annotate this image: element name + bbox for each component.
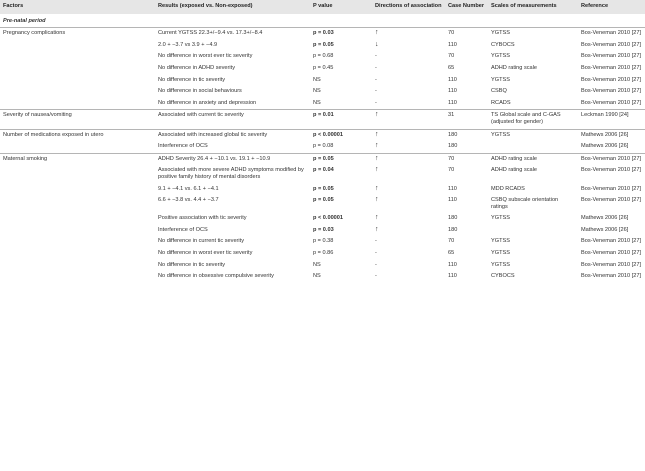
case-number-cell: 65 (448, 64, 455, 71)
scale-cell: YGTSS (488, 129, 578, 141)
direction-cell: ↑ (372, 110, 445, 129)
scale-cell (488, 225, 578, 237)
result-cell: Positive association with tic severity (158, 215, 247, 222)
reference-cell: Bos-Veneman 2010 [27] (581, 64, 642, 71)
table-row (0, 248, 645, 260)
p-value-cell: p = 0.04 (313, 167, 334, 174)
scale-cell: ADHD rating scale (491, 167, 538, 174)
scale-cell: ADHD rating scale (488, 153, 578, 165)
case-number-cell: 70 (448, 167, 455, 174)
result-cell: ADHD Severity 26.4 + −10.1 vs. 19.1 + −10.9 (155, 153, 310, 165)
p-value-cell: NS (313, 273, 321, 280)
table-row (0, 260, 645, 272)
reference-cell: Bos-Veneman 2010 [27] (581, 167, 642, 174)
factor-cell (0, 225, 155, 237)
factor-cell (0, 260, 155, 272)
result-cell: No difference in worst ever tic severity (158, 250, 253, 257)
scale-cell: ADHD rating scale (491, 64, 538, 71)
table-row (0, 110, 645, 129)
case-number-cell: 65 (448, 250, 455, 257)
p-value-cell: p < 0.00001 (313, 215, 344, 222)
p-value-cell: NS (313, 261, 321, 268)
p-value-cell: p = 0.05 (310, 153, 372, 165)
header-factors: Factors (0, 0, 155, 14)
factor-cell (0, 86, 155, 98)
result-cell: No difference in obsessive compulsive severity (158, 273, 274, 280)
reference-cell: Bos-Veneman 2010 [27] (581, 41, 642, 48)
result-cell: 9.1 + −4.1 vs. 6.1 + −4.1 (158, 185, 219, 192)
direction-cell: ↑ (375, 196, 379, 204)
reference-cell: Bos-Veneman 2010 [27] (581, 76, 642, 83)
factor-cell (0, 98, 155, 110)
reference-cell: Bos-Veneman 2010 [27] (581, 261, 642, 268)
case-number-cell: 110 (448, 185, 457, 192)
reference-cell: Bos-Veneman 2010 [27] (581, 197, 642, 204)
case-number-cell: 180 (448, 215, 458, 222)
direction-cell: - (375, 76, 377, 83)
factor-cell: Maternal smoking (0, 153, 155, 165)
p-value-cell: p = 0.86 (313, 250, 334, 257)
table-row (0, 28, 645, 40)
scale-cell: YGTSS (488, 28, 578, 40)
case-number-cell: 110 (448, 273, 457, 280)
direction-cell: ↑ (375, 166, 379, 174)
table-row (0, 225, 645, 237)
direction-cell: - (375, 238, 377, 245)
scale-cell: YGTSS (491, 261, 510, 268)
header-reference: Reference (578, 0, 645, 14)
table-row (0, 129, 645, 141)
table-row (0, 271, 645, 283)
scale-cell: CYBOCS (491, 41, 515, 48)
case-number-cell: 70 (448, 238, 455, 245)
result-cell: Associated with more severe ADHD symptoms modified by positive family history of mental disorders (158, 167, 304, 180)
direction-cell: ↑ (372, 28, 445, 40)
p-value-cell: p = 0.45 (313, 64, 334, 71)
reference-cell: Mathews 2006 [26] (581, 143, 629, 150)
reference-cell: Bos-Veneman 2010 [27] (581, 88, 642, 95)
factor-cell (0, 75, 155, 87)
reference-cell: Mathews 2006 [26] (581, 215, 629, 222)
case-number-cell: 110 (448, 41, 457, 48)
p-value-cell: p < 0.00001 (310, 129, 372, 141)
factor-cell (0, 51, 155, 63)
scale-cell: YGTSS (491, 53, 510, 60)
reference-cell: Bos-Veneman 2010 [27] (581, 250, 642, 257)
direction-cell: ↑ (375, 142, 379, 150)
p-value-cell: p = 0.68 (313, 53, 334, 60)
result-cell: 6.6 + −3.8 vs. 4.4 + −3.7 (158, 197, 219, 204)
scale-cell: CSBQ (491, 88, 507, 95)
result-cell: Current YGTSS 22.3+/−9.4 vs. 17.3+/−8.4 (155, 28, 310, 40)
header-direction: Directions of association (372, 0, 445, 14)
scale-cell: CYBOCS (491, 273, 515, 280)
scale-cell: YGTSS (491, 215, 510, 222)
table-row (0, 195, 645, 213)
result-cell: No difference in social behaviours (158, 88, 242, 95)
reference-cell: Leckman 1990 [24] (578, 110, 645, 129)
table-row (0, 75, 645, 87)
direction-cell: - (375, 64, 377, 71)
table-row (0, 236, 645, 248)
case-number-cell: 110 (448, 76, 457, 83)
p-value-cell: p = 0.03 (313, 226, 334, 233)
factor-cell (0, 213, 155, 225)
scale-cell (488, 141, 578, 153)
factor-cell (0, 248, 155, 260)
direction-cell: ↑ (375, 184, 379, 192)
case-number-cell: 110 (448, 197, 457, 204)
result-cell: No difference in worst ever tic severity (158, 53, 253, 60)
p-value-cell: p = 0.08 (313, 143, 334, 150)
result-cell: 2.0 + −3.7 vs 3.9 + −4.9 (158, 41, 218, 48)
result-cell: Interference of OCS (158, 226, 208, 233)
p-value-cell: p = 0.05 (313, 197, 334, 204)
reference-cell: Bos-Veneman 2010 [27] (581, 99, 642, 106)
direction-cell: ↑ (375, 214, 379, 222)
p-value-cell: p = 0.38 (313, 238, 334, 245)
scale-cell: YGTSS (491, 76, 510, 83)
factor-cell (0, 165, 155, 183)
reference-cell: Bos-Veneman 2010 [27] (581, 273, 642, 280)
p-value-cell: NS (313, 88, 321, 95)
case-number-cell: 70 (448, 53, 455, 60)
result-cell: Associated with current tic severity (155, 110, 310, 129)
reference-cell: Mathews 2006 [26] (578, 129, 645, 141)
reference-cell: Bos-Veneman 2010 [27] (581, 185, 642, 192)
direction-cell: - (375, 273, 377, 280)
case-number-cell: 31 (445, 110, 488, 129)
table-row (0, 98, 645, 110)
table-row (0, 165, 645, 183)
table-row (0, 40, 645, 52)
table-row (0, 51, 645, 63)
factor-cell (0, 63, 155, 75)
p-value-cell: p = 0.05 (313, 41, 334, 48)
direction-cell: ↑ (372, 129, 445, 141)
table-row (0, 63, 645, 75)
table-row (0, 213, 645, 225)
case-number-cell: 180 (448, 143, 458, 150)
factor-cell: Number of medications exposed in utero (0, 129, 155, 141)
p-value-cell: p = 0.01 (310, 110, 372, 129)
reference-cell: Bos-Veneman 2010 [27] (581, 53, 642, 60)
scale-cell: YGTSS (491, 238, 510, 245)
direction-cell: - (375, 53, 377, 60)
direction-cell: - (375, 99, 377, 106)
reference-cell: Bos-Veneman 2010 [27] (581, 238, 642, 245)
result-cell: No difference in ADHD severity (158, 64, 235, 71)
scale-cell: RCADS (491, 99, 511, 106)
table-row (0, 141, 645, 153)
table-header-row (0, 0, 645, 14)
factor-cell (0, 184, 155, 196)
header-p-value: P value (310, 0, 372, 14)
result-cell: No difference in current tic severity (158, 238, 245, 245)
result-cell: No difference in anxiety and depression (158, 99, 257, 106)
p-value-cell: NS (313, 76, 321, 83)
table-row (0, 184, 645, 196)
direction-cell: ↑ (375, 225, 379, 233)
result-cell: Associated with increased global tic severity (155, 129, 310, 141)
section-label: Pre-natal period (3, 17, 46, 24)
factor-cell (0, 236, 155, 248)
direction-cell: - (375, 250, 377, 257)
scale-cell: TS Global scale and C-GAS (adjusted for gender) (488, 110, 578, 129)
section-row (0, 14, 645, 28)
case-number-cell: 110 (448, 261, 457, 268)
reference-cell: Bos-Veneman 2010 [27] (578, 28, 645, 40)
result-cell: Interference of OCS (158, 143, 208, 150)
p-value-cell: NS (313, 99, 321, 106)
factor-cell (0, 141, 155, 153)
direction-cell: ↓ (375, 40, 379, 48)
case-number-cell: 180 (448, 226, 458, 233)
header-case-number: Case Number (445, 0, 488, 14)
result-cell: No difference in tic severity (158, 261, 226, 268)
p-value-cell: p = 0.05 (313, 185, 334, 192)
table-row (0, 153, 645, 165)
scale-cell: MDD RCADS (491, 185, 525, 192)
direction-cell: ↑ (372, 153, 445, 165)
case-number-cell: 180 (445, 129, 488, 141)
scale-cell: CSBQ subscale orientation ratings (491, 197, 559, 210)
factor-cell (0, 195, 155, 213)
table-body (0, 14, 645, 283)
factor-cell (0, 40, 155, 52)
factor-cell: Pregnancy complications (0, 28, 155, 40)
scale-cell: YGTSS (491, 250, 510, 257)
case-number-cell: 70 (445, 28, 488, 40)
reference-cell: Mathews 2006 [26] (581, 226, 629, 233)
case-number-cell: 70 (445, 153, 488, 165)
p-value-cell: p = 0.03 (310, 28, 372, 40)
header-scales: Scales of measurements (488, 0, 578, 14)
factor-cell: Severity of nausea/vomiting (0, 110, 155, 129)
direction-cell: - (375, 261, 377, 268)
case-number-cell: 110 (448, 88, 457, 95)
table-row (0, 86, 645, 98)
result-cell: No difference in tic severity (158, 76, 226, 83)
case-number-cell: 110 (448, 99, 457, 106)
header-results: Results (exposed vs. Non-exposed) (155, 0, 310, 14)
reference-cell: Bos-Veneman 2010 [27] (578, 153, 645, 165)
factor-cell (0, 271, 155, 283)
direction-cell: - (375, 88, 377, 95)
